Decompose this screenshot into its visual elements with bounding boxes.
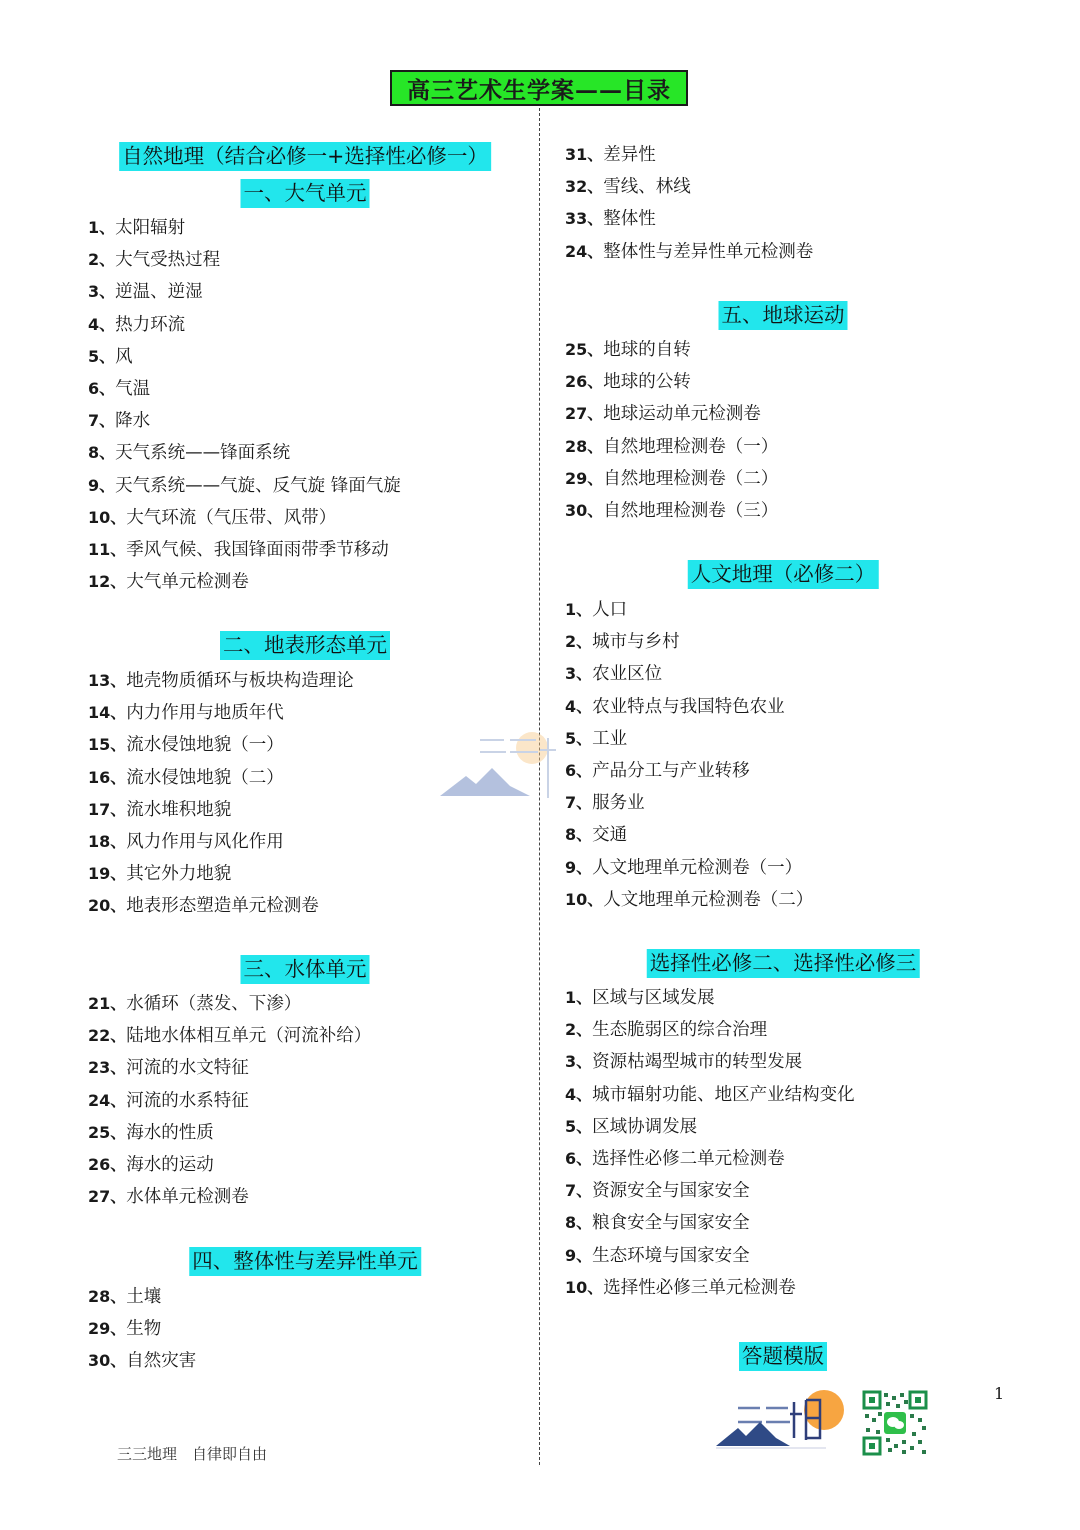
toc-item-number: 26、 [565, 372, 604, 392]
toc-item[interactable] [88, 279, 203, 305]
toc-item-title: 交通 [592, 825, 628, 846]
toc-item-number: 7、 [565, 793, 593, 813]
toc-item[interactable] [88, 1348, 196, 1374]
toc-item-number: 14、 [88, 703, 127, 723]
toc-item[interactable] [565, 1178, 750, 1204]
toc-item-number: 1、 [88, 218, 116, 237]
toc-item-title: 自然地理检测卷（二） [603, 468, 779, 489]
toc-item-number: 15、 [88, 735, 127, 755]
page-title: 高三艺术生学案——目录 [390, 70, 688, 106]
toc-item-number: 3、 [565, 1052, 593, 1072]
toc-item-title: 整体性 [603, 209, 656, 230]
sansan-dili-mountain-logo [716, 1388, 846, 1452]
toc-item-number: 7、 [88, 411, 116, 431]
toc-item-title: 降水 [115, 411, 151, 432]
toc-item-number: 4、 [88, 314, 116, 334]
toc-item-title: 资源枯竭型城市的转型发展 [592, 1052, 803, 1073]
toc-item-number: 5、 [88, 346, 116, 366]
toc-item-number: 22、 [88, 1026, 127, 1046]
toc-item-title: 太阳辐射 [115, 218, 186, 238]
toc-item[interactable] [88, 1184, 249, 1210]
toc-item-number: 26、 [88, 1155, 127, 1174]
toc-item-title: 地表形态塑造单元检测卷 [126, 896, 319, 917]
toc-item[interactable] [88, 797, 231, 823]
toc-item-title: 陆地水体相互单元（河流补给） [126, 1026, 372, 1047]
toc-item[interactable] [565, 1114, 697, 1140]
toc-item-title: 海水的运动 [126, 1155, 214, 1175]
toc-item-number: 13、 [88, 671, 127, 690]
toc-item-number: 2、 [565, 1020, 593, 1040]
toc-item-title: 大气受热过程 [115, 250, 221, 271]
toc-item[interactable] [88, 376, 150, 402]
toc-item[interactable] [565, 629, 680, 655]
toc-item[interactable] [565, 694, 785, 720]
toc-item-number: 20、 [88, 896, 127, 916]
toc-item-title: 河流的水文特征 [126, 1058, 249, 1079]
toc-item-number: 29、 [565, 468, 604, 488]
toc-item-title: 选择性必修二单元检测卷 [592, 1149, 785, 1169]
toc-item-title: 城市辐射功能、地区产业结构变化 [592, 1084, 855, 1105]
toc-item-title: 农业区位 [592, 664, 663, 685]
toc-item[interactable] [565, 1017, 767, 1043]
page-number: 1 [994, 1384, 1005, 1403]
toc-item-number: 10、 [88, 507, 127, 527]
toc-item-number: 28、 [565, 436, 604, 456]
toc-item-number: 30、 [565, 501, 604, 520]
toc-item-title: 风 [115, 346, 133, 367]
toc-item-title: 雪线、林线 [603, 177, 691, 198]
toc-item-number: 8、 [88, 443, 116, 463]
toc-item-number: 31、 [565, 145, 604, 164]
toc-item[interactable] [88, 505, 336, 531]
toc-item-title: 整体性与差异性单元检测卷 [603, 241, 814, 262]
toc-item-number: 1、 [565, 600, 593, 619]
toc-item-title: 服务业 [592, 793, 645, 814]
toc-item[interactable] [565, 790, 645, 816]
toc-item-title: 土壤 [126, 1287, 162, 1307]
section-header: 二、地表形态单元 [220, 631, 390, 660]
toc-item[interactable] [88, 312, 185, 338]
toc-item-title: 地壳物质循环与板块构造理论 [126, 671, 354, 691]
toc-item-title: 选择性必修三单元检测卷 [603, 1277, 796, 1298]
toc-item-title: 天气系统——气旋、反气旋 锋面气旋 [115, 475, 401, 496]
toc-item-number: 8、 [565, 1213, 593, 1233]
toc-item-title: 季风气候、我国锋面雨带季节移动 [126, 540, 389, 560]
toc-item-number: 27、 [88, 1187, 127, 1207]
toc-item[interactable] [88, 861, 231, 887]
toc-item-number: 11、 [88, 540, 127, 559]
toc-item-title: 城市与乡村 [592, 632, 680, 653]
toc-item[interactable] [565, 887, 813, 913]
toc-item-title: 海水的性质 [126, 1122, 214, 1143]
toc-item[interactable] [88, 732, 284, 758]
toc-item[interactable] [565, 985, 715, 1011]
toc-item-number: 33、 [565, 209, 604, 229]
toc-item[interactable] [88, 473, 401, 499]
toc-item-title: 流水侵蚀地貌（二） [126, 767, 284, 788]
toc-item[interactable] [565, 726, 627, 752]
toc-item[interactable] [565, 758, 750, 784]
toc-item-title: 自然灾害 [126, 1351, 197, 1372]
toc-item-number: 2、 [88, 250, 116, 270]
toc-item-number: 32、 [565, 177, 604, 197]
toc-item[interactable] [88, 569, 249, 595]
toc-item-title: 逆温、逆湿 [115, 282, 203, 303]
toc-item[interactable] [565, 142, 656, 168]
toc-item-number: 3、 [88, 282, 116, 302]
toc-item[interactable] [88, 1284, 161, 1310]
toc-item-number: 2、 [565, 632, 593, 652]
toc-item[interactable] [565, 822, 627, 848]
toc-item[interactable] [88, 668, 354, 694]
section-header: 自然地理（结合必修一+选择性必修一） [119, 142, 491, 171]
toc-item-title: 水循环（蒸发、下渗） [126, 994, 302, 1014]
toc-item-number: 6、 [565, 1149, 593, 1168]
mountain-watermark-icon [440, 728, 560, 808]
toc-item[interactable] [88, 537, 389, 563]
toc-item-number: 12、 [88, 572, 127, 592]
toc-item-number: 16、 [88, 767, 127, 787]
toc-item[interactable] [565, 1146, 785, 1172]
toc-item[interactable] [88, 1023, 371, 1049]
toc-item[interactable] [88, 344, 133, 370]
toc-item-number: 19、 [88, 864, 127, 884]
toc-item-title: 地球的公转 [603, 372, 691, 393]
toc-item[interactable] [88, 991, 301, 1017]
toc-item-title: 人口 [592, 600, 628, 620]
toc-item[interactable] [88, 765, 284, 791]
toc-item[interactable] [88, 1120, 214, 1146]
toc-item-number: 28、 [88, 1287, 127, 1306]
toc-item-title: 内力作用与地质年代 [126, 703, 284, 724]
toc-item[interactable] [88, 247, 220, 273]
toc-item[interactable] [565, 498, 778, 524]
toc-item-title: 流水堆积地貌 [126, 799, 232, 820]
section-header: 答题模版 [739, 1342, 827, 1371]
toc-item[interactable] [565, 401, 761, 427]
toc-item-title: 农业特点与我国特色农业 [592, 696, 785, 717]
toc-item-number: 30、 [88, 1351, 127, 1371]
toc-item-number: 17、 [88, 799, 127, 819]
toc-item-number: 6、 [88, 379, 116, 398]
toc-item-number: 6、 [565, 761, 593, 780]
toc-item-number: 3、 [565, 664, 593, 684]
toc-item[interactable] [88, 829, 284, 855]
toc-item-title: 区域与区域发展 [592, 988, 715, 1008]
toc-item-title: 河流的水系特征 [126, 1090, 249, 1111]
toc-item-title: 产品分工与产业转移 [592, 761, 750, 781]
section-header: 一、大气单元 [241, 179, 370, 208]
toc-item-title: 生物 [126, 1319, 162, 1340]
toc-item[interactable] [565, 239, 813, 265]
toc-item-number: 27、 [565, 404, 604, 424]
toc-item-number: 29、 [88, 1319, 127, 1339]
toc-item[interactable] [565, 174, 691, 200]
toc-item-title: 粮食安全与国家安全 [592, 1213, 750, 1234]
toc-item-number: 9、 [565, 857, 593, 877]
toc-item[interactable] [565, 597, 627, 623]
toc-item[interactable] [88, 1088, 249, 1114]
section-header: 选择性必修二、选择性必修三 [647, 949, 920, 978]
toc-item[interactable] [565, 661, 662, 687]
toc-item[interactable] [88, 1152, 214, 1178]
toc-item-title: 天气系统——锋面系统 [115, 443, 291, 464]
toc-item-number: 1、 [565, 988, 593, 1007]
toc-item-number: 4、 [565, 696, 593, 716]
toc-item-title: 自然地理检测卷（一） [603, 436, 779, 457]
toc-item-title: 资源安全与国家安全 [592, 1181, 750, 1202]
toc-item[interactable] [565, 1243, 750, 1269]
toc-item-title: 生态环境与国家安全 [592, 1245, 750, 1266]
toc-item[interactable] [565, 206, 656, 232]
toc-item[interactable] [88, 440, 290, 466]
toc-item-title: 地球的自转 [603, 340, 691, 360]
toc-item-title: 大气环流（气压带、风带） [126, 507, 337, 528]
toc-item-title: 人文地理单元检测卷（一） [592, 857, 803, 878]
toc-item-title: 差异性 [603, 145, 656, 165]
toc-item-title: 自然地理检测卷（三） [603, 501, 779, 521]
toc-item[interactable] [88, 893, 319, 919]
toc-item-title: 流水侵蚀地貌（一） [126, 735, 284, 756]
toc-item-number: 18、 [88, 832, 127, 851]
toc-item-title: 人文地理单元检测卷（二） [603, 889, 814, 910]
section-header: 四、整体性与差异性单元 [189, 1247, 421, 1276]
toc-item-title: 水体单元检测卷 [126, 1187, 249, 1208]
section-header: 人文地理（必修二） [688, 560, 879, 589]
section-header: 五、地球运动 [719, 301, 848, 330]
toc-item[interactable] [565, 1049, 802, 1075]
toc-item-number: 9、 [565, 1245, 593, 1265]
toc-item[interactable] [565, 466, 778, 492]
toc-item-number: 5、 [565, 728, 593, 748]
toc-item[interactable] [565, 855, 802, 881]
toc-item[interactable] [88, 1055, 249, 1081]
toc-item-number: 24、 [565, 241, 604, 261]
toc-item-number: 23、 [88, 1058, 127, 1078]
toc-item-number: 10、 [565, 889, 604, 909]
toc-item-number: 7、 [565, 1181, 593, 1201]
toc-item[interactable] [565, 369, 691, 395]
toc-item-title: 热力环流 [115, 314, 186, 335]
toc-item[interactable] [565, 1275, 796, 1301]
toc-item[interactable] [565, 434, 778, 460]
toc-item-title: 大气单元检测卷 [126, 572, 249, 593]
toc-item-title: 其它外力地貌 [126, 864, 232, 885]
toc-item[interactable] [88, 1316, 161, 1342]
toc-item[interactable] [88, 700, 284, 726]
toc-item-title: 气温 [115, 379, 151, 399]
toc-item[interactable] [565, 1210, 750, 1236]
qr-code-icon[interactable] [862, 1390, 928, 1456]
toc-item[interactable] [88, 215, 185, 241]
toc-item-title: 地球运动单元检测卷 [603, 404, 761, 425]
toc-item-title: 生态脆弱区的综合治理 [592, 1020, 768, 1041]
toc-item[interactable] [565, 337, 691, 363]
toc-item-title: 工业 [592, 728, 628, 749]
toc-item-number: 25、 [88, 1122, 127, 1142]
toc-item-number: 8、 [565, 825, 593, 845]
toc-item-title: 风力作用与风化作用 [126, 832, 284, 852]
toc-item-number: 4、 [565, 1084, 593, 1104]
toc-item[interactable] [565, 1082, 855, 1108]
footer-text: 三三地理 自律即自由 [117, 1445, 268, 1463]
toc-item-number: 25、 [565, 340, 604, 359]
toc-item-number: 5、 [565, 1116, 593, 1136]
toc-item-number: 24、 [88, 1090, 127, 1110]
toc-item-number: 9、 [88, 475, 116, 495]
section-header: 三、水体单元 [241, 955, 370, 984]
toc-item-number: 10、 [565, 1277, 604, 1297]
toc-item[interactable] [88, 408, 150, 434]
toc-item-number: 21、 [88, 994, 127, 1013]
toc-item-title: 区域协调发展 [592, 1116, 698, 1137]
